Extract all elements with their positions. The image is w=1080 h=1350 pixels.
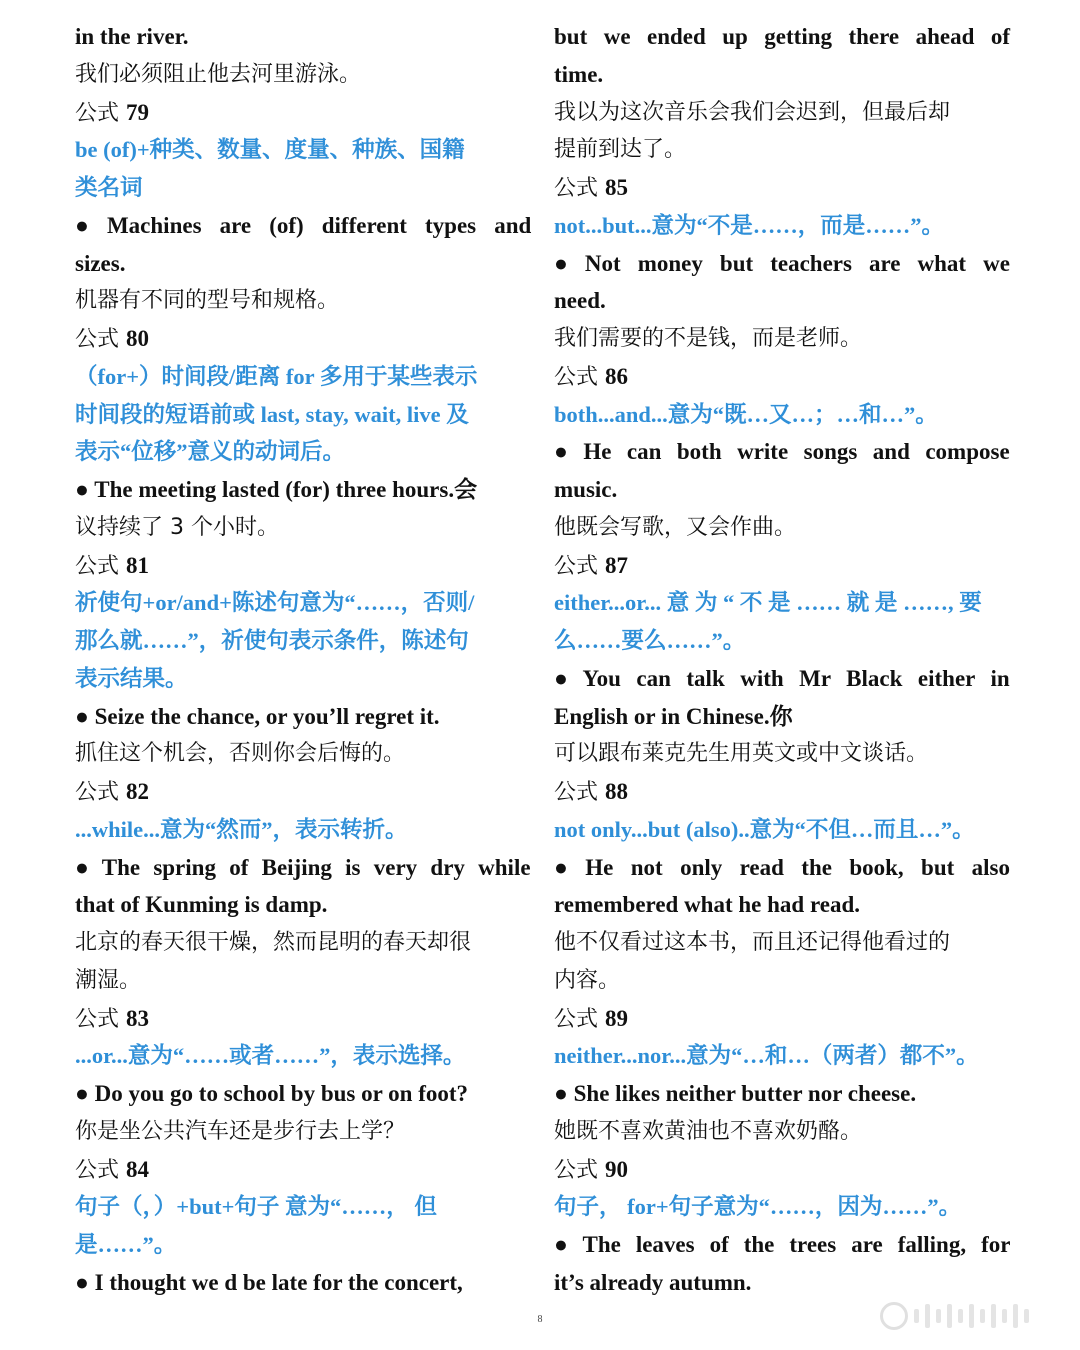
formula-label-prefix: 公式 (75, 1006, 120, 1032)
formula-label-prefix: 公式 (554, 553, 599, 579)
formula-label (554, 547, 1010, 585)
formula-label (554, 1000, 1010, 1038)
example-sentence-line: need. (554, 288, 606, 314)
page-number: 8 (537, 1314, 543, 1325)
left-column (75, 18, 531, 1302)
formula-rule-line: 类名词 (75, 175, 143, 200)
bar-icon (947, 1304, 952, 1328)
formula-number: 81 (126, 552, 150, 578)
bar-icon (958, 1309, 963, 1323)
formula-rule-line: not...but...意为“不是……，而是……”。 (554, 212, 945, 238)
chinese-translation-line: 潮湿。 (75, 967, 142, 993)
formula-label (554, 1151, 1010, 1189)
signal-watermark-icon (880, 1298, 1060, 1334)
formula-rule-line: 那么就……”，祈使句表示条件，陈述句 (75, 628, 469, 653)
chinese-translation-line: 我们需要的不是钱，而是老师。 (554, 326, 863, 351)
formula-label-prefix: 公式 (554, 364, 599, 390)
formula-label-prefix: 公式 (554, 1157, 599, 1183)
example-sentence-line: ● You can talk with Mr Black either in (554, 665, 1010, 691)
example-sentence-line: ● Not money but teachers are what we (554, 250, 1010, 276)
bar-icon (980, 1309, 985, 1323)
formula-rule-line: 祈使句+or/and+陈述句意为“……，否则/ (75, 590, 475, 616)
formula-number: 83 (126, 1005, 150, 1031)
formula-rule-line: 么……要么……”。 (554, 628, 746, 653)
formula-label-prefix: 公式 (554, 176, 599, 201)
formula-label-prefix: 公式 (75, 100, 120, 126)
formula-rule-line: ...or...意为“……或者……”，表示选择。 (75, 1043, 466, 1069)
example-sentence-line: ● He can both write songs and compose (554, 439, 1010, 465)
formula-rule-line: 是……”。 (75, 1232, 177, 1257)
formula-number: 88 (605, 779, 629, 804)
formula-label-prefix: 公式 (75, 1157, 120, 1183)
bar-icon (969, 1304, 974, 1328)
formula-number: 84 (126, 1156, 150, 1182)
formula-label (75, 773, 531, 811)
formula-label (75, 94, 531, 132)
example-sentence-line: English or in Chinese.你 (554, 703, 793, 729)
formula-label-prefix: 公式 (554, 1006, 599, 1032)
chinese-translation-line: 你是坐公共汽车还是步行去上学？ (75, 1118, 406, 1144)
formula-rule-line: 句子， for+句子意为“……，因为……”。 (554, 1194, 962, 1220)
example-sentence-line: but we ended up getting there ahead of (554, 24, 1011, 49)
example-sentence-line: ● Do you go to school by bus or on foot? (75, 1081, 469, 1106)
chinese-translation-line: 抓住这个机会，否则你会后悔的。 (75, 741, 406, 767)
formula-label (75, 547, 531, 585)
formula-rule-line: not only...but (also)..意为“不但…而且…”。 (554, 816, 975, 842)
bar-icon (914, 1309, 919, 1323)
chinese-translation-line: 提前到达了。 (554, 137, 687, 163)
example-sentence-line: ● I thought we d be late for the concert, (75, 1269, 463, 1295)
formula-rule-line: ...while...意为“然而”，表示转折。 (75, 816, 408, 842)
example-sentence-line: sizes. (75, 250, 126, 276)
formula-number: 79 (126, 99, 150, 125)
bar-icon (1002, 1309, 1007, 1323)
example-sentence-line: music. (554, 477, 618, 502)
ring-icon (880, 1302, 908, 1330)
example-sentence-line: ● Seize the chance, or you’ll regret it. (75, 703, 440, 729)
chinese-translation-line: 他不仅看过这本书，而且还记得他看过的 (554, 930, 951, 955)
formula-rule-line: be (of)+种类、数量、度量、种族、国籍 (75, 137, 465, 163)
example-sentence-line: that of Kunming is damp. (75, 892, 328, 918)
formula-label-prefix: 公式 (75, 780, 120, 805)
chinese-translation-line: 机器有不同的型号和规格。 (75, 288, 340, 314)
example-sentence-line: ● He not only read the book, but also (554, 854, 1010, 880)
formula-label (554, 169, 1010, 207)
formula-label (75, 1151, 531, 1189)
formula-rule-line: 表示“位移”意义的动词后。 (75, 439, 346, 465)
formula-label (554, 773, 1010, 811)
bar-icon (925, 1304, 930, 1328)
chinese-translation-line: 议持续了 3 个小时。 (75, 514, 279, 540)
chinese-translation-line: 内容。 (554, 967, 621, 993)
formula-number: 85 (605, 175, 629, 200)
chinese-translation-line: 她既不喜欢黄油也不喜欢奶酪。 (554, 1118, 863, 1144)
chinese-translation-line: 他既会写歌，又会作曲。 (554, 514, 797, 540)
formula-number: 89 (605, 1005, 629, 1031)
bar-icon (1024, 1309, 1029, 1323)
bar-icon (991, 1304, 996, 1328)
formula-label (75, 320, 531, 358)
formula-rule-line: either...or... 意 为 “ 不 是 …… 就 是 ……, 要 (554, 590, 982, 616)
formula-label-prefix: 公式 (554, 780, 599, 805)
formula-number: 80 (126, 326, 150, 351)
example-sentence-line: ● The meeting lasted (for) three hours.会 (75, 477, 478, 502)
chinese-translation-line: 我以为这次音乐会我们会迟到，但最后却 (554, 99, 951, 125)
formula-label-prefix: 公式 (75, 553, 120, 579)
example-sentence-line: in the river. (75, 24, 189, 49)
example-sentence-line: ● The spring of Beijing is very dry while (75, 854, 531, 880)
example-sentence-line: remembered what he had read. (554, 892, 861, 918)
bar-icon (936, 1309, 941, 1323)
example-sentence-line: time. (554, 61, 604, 87)
formula-rule-line: 句子（，）+but+句子 意为“……， 但 (75, 1194, 437, 1220)
chinese-translation-line: 可以跟布莱克先生用英文或中文谈话。 (554, 741, 929, 767)
chinese-translation-line: 北京的春天很干燥，然而昆明的春天却很 (75, 930, 472, 955)
formula-rule-line: 表示结果。 (75, 665, 188, 691)
formula-label (75, 1000, 531, 1038)
formula-rule-line: （for+）时间段/距离 for 多用于某些表示 (75, 363, 478, 389)
formula-label-prefix: 公式 (75, 327, 120, 352)
right-column (554, 18, 1010, 1302)
example-sentence-line: ● Machines are (of) different types and (75, 212, 532, 238)
formula-number: 87 (605, 552, 629, 578)
formula-label (554, 358, 1010, 396)
chinese-translation-line: 我们必须阻止他去河里游泳。 (75, 61, 362, 87)
example-sentence-line: ● She likes neither butter nor cheese. (554, 1081, 917, 1106)
example-sentence-line: it’s already autumn. (554, 1269, 752, 1295)
bar-icon (1013, 1304, 1018, 1328)
formula-rule-line: 时间段的短语前或 last, stay, wait, live 及 (75, 401, 469, 427)
formula-number: 82 (126, 779, 150, 804)
formula-number: 86 (605, 363, 629, 389)
example-sentence-line: ● The leaves of the trees are falling, for (554, 1232, 1011, 1257)
formula-number: 90 (605, 1156, 629, 1182)
formula-rule-line: both...and...意为“既…又…；…和…”。 (554, 401, 938, 427)
formula-rule-line: neither...nor...意为“…和…（两者）都不”。 (554, 1043, 979, 1069)
